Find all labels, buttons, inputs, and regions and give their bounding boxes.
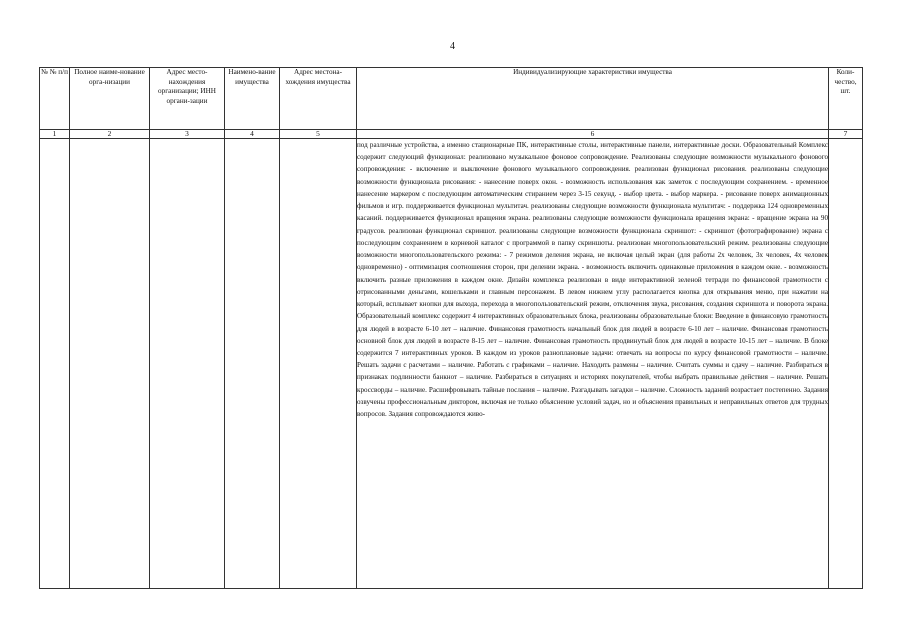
header-property-name: Наимено-вание имущества — [225, 68, 280, 130]
characteristics-text: под различные устройства, а именно стационарные ПК, интерактивные столы, интерактивные панели, интерактивные доски. Образовательный Комплекс содержит следующий функционал: реализовано музыкальное фоновое сопровождение. Реализованы следующие возможности музыкального фонового сопровождения: - включение и выключение фонового музыкального сопровождения. реализован функционал рисования. реализованы следующие возможности функционала рисования: - нанесение поверх окон. - возможность использования как заметок с последующим сохранением. - временное нанесение маркером с последующим автоматическим стиранием через 3-15 секунд. - выбор цвета. - выбор маркера. - рисование поверх анимационных фильмов и игр. поддерживается функционал мультитач. реализованы следующие возможности функционала мультитач: - поддержка 124 одновременных касаний. поддерживается функционал вращения экрана. реализованы следующие возможности функционала вращения экрана: - вращение экрана на 90 градусов. реализован функционал скриншот. реализованы следующие возможности функционала скриншот: - скриншот (фотографирование) экрана с последующим сохранением в корневой каталог с программой в папку скриншоты. реализован многопользовательский режим. реализованы следующие возможности многопользовательского режима: - 7 режимов деления экрана, не включая целый экран (для работы 2х человек, 3х человек, 4х человек одновременно) - оптимизация соотношения сторон, при делении экрана. - возможность включить одинаковые приложения в каждом окне. - возможность включить разные приложения в каждом окне. Дизайн комплекса реализован в виде интерактивной зеленой тетради по финансовой грамотности с отрисованными деньгами, кошельками и главным персонажем. В левом нижнем углу располагается кнопка для открывания меню, при нажатии на который, всплывает кнопки для выхода, перехода в многопользовательский режим, отключения звука, рисования, создания скриншота и поворота экрана. Образовательный комплекс содержит 4 интерактивных образовательных блока, реализованы образовательные блоки: Введение в финансовую грамотность для людей в возрасте 6-10 лет – наличие. Финансовая грамотность начальный блок для людей в возрасте 6-10 лет – наличие. Финансовая грамотность основной блок для людей в возрасте 8-15 лет – наличие. Финансовая грамотность продвинутый блок для людей в возрасте 10-15 лет – наличие. В блоке содержится 7 интерактивных уроков. В каждом из уроков разноплановые задачи: отвечать на вопросы по курсу финансовой грамотности – наличие. Решать задачи с расчетами – наличие. Работать с графиками – наличие. Находить размены – наличие. Считать суммы и сдачу – наличие. Разбираться в признаках подлинности банкнот – наличие. Разбираться в ситуациях и историях покупателей, чтобы выбрать правильные действия – наличие. Решать кроссворды – наличие. Расшифровывать тайные послания – наличие. Разгадывать загадки – наличие. Сложность заданий возрастает постепенно. Задания озвучены профессиональным диктором, включая не только объяснение условий задач, но и объяснения правильных и неправильных ответов для трудных вопросов. Задания сопровождаются живо- — [357, 139, 829, 589]
column-number-row — [40, 130, 863, 139]
header-organization-address-inn: Адрес место-нахождения организации; ИНН органи-зации — [150, 68, 225, 130]
column-number-4: 4 — [225, 130, 280, 139]
table-row — [40, 139, 863, 589]
header-quantity: Коли-чество, шт. — [829, 68, 863, 130]
cell-organization-address — [150, 139, 225, 589]
cell-organization-name — [70, 139, 150, 589]
header-row — [40, 68, 863, 130]
column-number-1: 1 — [40, 130, 70, 139]
header-property-characteristics: Индивидуализирующие характеристики имущества — [357, 68, 829, 130]
header-row-number: № № п/п — [40, 68, 70, 130]
header-property-address: Адрес местона-хождения имущества — [280, 68, 357, 130]
cell-property-address — [280, 139, 357, 589]
cell-row-number — [40, 139, 70, 589]
column-number-2: 2 — [70, 130, 150, 139]
cell-property-name — [225, 139, 280, 589]
header-organization-name: Полное наиме-нование орга-низации — [70, 68, 150, 130]
column-number-6: 6 — [357, 130, 829, 139]
page-number: 4 — [450, 41, 455, 52]
column-number-7: 7 — [829, 130, 863, 139]
property-table — [39, 67, 863, 589]
cell-quantity — [829, 139, 863, 589]
column-number-5: 5 — [280, 130, 357, 139]
column-number-3: 3 — [150, 130, 225, 139]
